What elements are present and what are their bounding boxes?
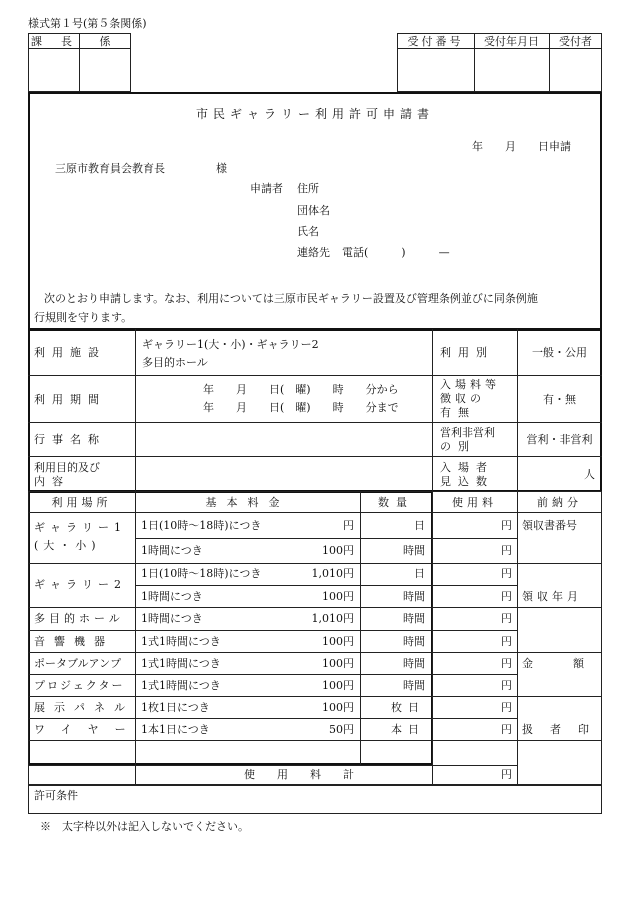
row1-fee: 円 [501,519,512,532]
row5-fee: 円 [501,612,512,625]
reception-number-label: 受付番号 [407,35,464,48]
header-base: 基本料金 [205,496,290,509]
facility-value: ギャラリー1(大・小)・ギャラリー2 [142,338,319,351]
row4-unit: 時間 [403,590,425,603]
place-projector: プロジェクター [34,679,125,692]
row3-price: 1,010円 [311,567,354,580]
profit-label-1: 営利非営利 [440,426,495,439]
row4-fee: 円 [501,590,512,603]
applicant-address-label: 住所 [297,182,319,195]
row2-unit: 時間 [403,544,425,557]
row1-desc: 1日(10時～18時)につき [141,519,262,532]
footnote: ※ 太字枠以外は記入しないでください。 [40,820,249,833]
row8-unit: 時間 [403,679,425,692]
addressee: 三原市教育員会教育長 [55,162,165,175]
place-audio: 音響機器 [34,635,114,648]
receipt-date-label: 領収年月 [522,590,582,603]
row4-desc: 1時間につき [141,590,203,603]
place-portable-amp: ポータブルアンプ [34,657,122,670]
period-label: 利用期間 [34,393,106,406]
facility-label: 利用施設 [34,346,106,359]
usage-type-label: 利用別 [440,346,494,359]
row3-fee: 円 [501,567,512,580]
row1-price: 円 [343,519,354,532]
amount-label: 金額 [522,657,624,670]
profit-value: 営利・非営利 [526,433,593,446]
row10-fee: 円 [501,723,512,736]
applicant-contact-label: 連絡先 [297,246,330,259]
applicant-name-label: 氏名 [297,225,319,238]
place-multipurpose-hall: 多目的ホール [34,612,124,625]
row2-fee: 円 [501,544,512,557]
visitors-label-1: 入場者 [440,461,494,474]
row3-desc: 1日(10時～18時)につき [141,567,262,580]
header-place: 利用場所 [51,496,112,509]
purpose-label-2: 内容 [34,475,70,488]
place-wire: ワイヤー [34,723,142,736]
row1-unit: 日 [414,519,425,532]
fee-label-1: 入場料等 [440,378,500,391]
row6-desc: 1式1時間につき [141,635,221,648]
row8-desc: 1式1時間につき [141,679,221,692]
period-from: 年 月 日( 曜) 時 分から [203,383,399,396]
form-title: 市民ギャラリー利用許可申請書 [195,107,434,121]
row9-desc: 1枚1日につき [141,701,210,714]
addressee-sama: 様 [216,162,227,175]
row2-desc: 1時間につき [141,544,203,557]
purpose-label-1: 利用目的及び [34,461,100,474]
row9-fee: 円 [501,701,512,714]
header-fee: 使用料 [452,496,497,509]
facility-value-2: 多目的ホール [142,356,208,369]
row9-price: 100円 [322,701,354,714]
kachou-label: 課 長 [31,35,76,48]
row4-price: 100円 [322,590,354,603]
row7-price: 100円 [322,657,354,670]
applicant-phone-label: 電話( ) — [342,246,450,259]
form-number: 様式第１号(第５条関係) [28,17,147,30]
place-gallery1: ギャラリー1 [34,521,126,534]
place-gallery1-size: (大・小) [34,539,101,552]
total-unit: 円 [501,768,512,781]
applicant-group-label: 団体名 [297,204,330,217]
usage-type-value: 一般・公用 [532,346,587,359]
row10-unit: 本日 [391,723,425,736]
row5-desc: 1時間につき [141,612,203,625]
row7-desc: 1式1時間につき [141,657,221,670]
application-date: 年 月 日申請 [472,140,571,153]
row6-price: 100円 [322,635,354,648]
row10-desc: 1本1日につき [141,723,210,736]
total-label: 使用料計 [244,768,376,781]
intro-text: 次のとおり申請します。なお、利用については三原市民ギャラリー設置及び管理条例並びに同条例施 [44,292,538,305]
row10-price: 50円 [329,723,354,736]
receipt-number-label: 領収書番号 [522,519,577,532]
row5-unit: 時間 [403,612,425,625]
event-name-label: 行事名称 [34,433,106,446]
row3-unit: 日 [414,567,425,580]
applicant-label: 申請者 [250,182,283,195]
row2-price: 100円 [322,544,354,557]
conditions-label: 許可条件 [34,789,78,802]
visitors-unit: 人 [584,468,595,481]
visitors-label-2: 見込数 [440,475,494,488]
period-to: 年 月 日( 曜) 時 分まで [203,401,399,414]
row9-unit: 枚日 [391,701,425,714]
row6-unit: 時間 [403,635,425,648]
intro-text-2: 行規則を守ります。 [34,311,133,324]
fee-label-3: 有無 [440,406,476,419]
place-gallery2: ギャラリー2 [34,578,126,591]
row7-fee: 円 [501,657,512,670]
header-qty: 数量 [378,496,414,509]
conditions-box [28,785,602,814]
profit-label-2: の別 [440,440,476,453]
handler-stamp-label: 扱者印 [522,723,606,736]
place-display-panel: 展示パネル [34,701,134,714]
row8-fee: 円 [501,679,512,692]
kakari-label: 係 [99,35,111,48]
fee-value: 有・無 [543,393,576,406]
row8-price: 100円 [322,679,354,692]
row7-unit: 時間 [403,657,425,670]
reception-person-label: 受付者 [559,35,592,48]
reception-date-label: 受付年月日 [484,35,539,48]
header-prepay: 前納分 [537,496,582,509]
row6-fee: 円 [501,635,512,648]
row5-price: 1,010円 [311,612,354,625]
fee-label-2: 徴収の [440,392,485,405]
